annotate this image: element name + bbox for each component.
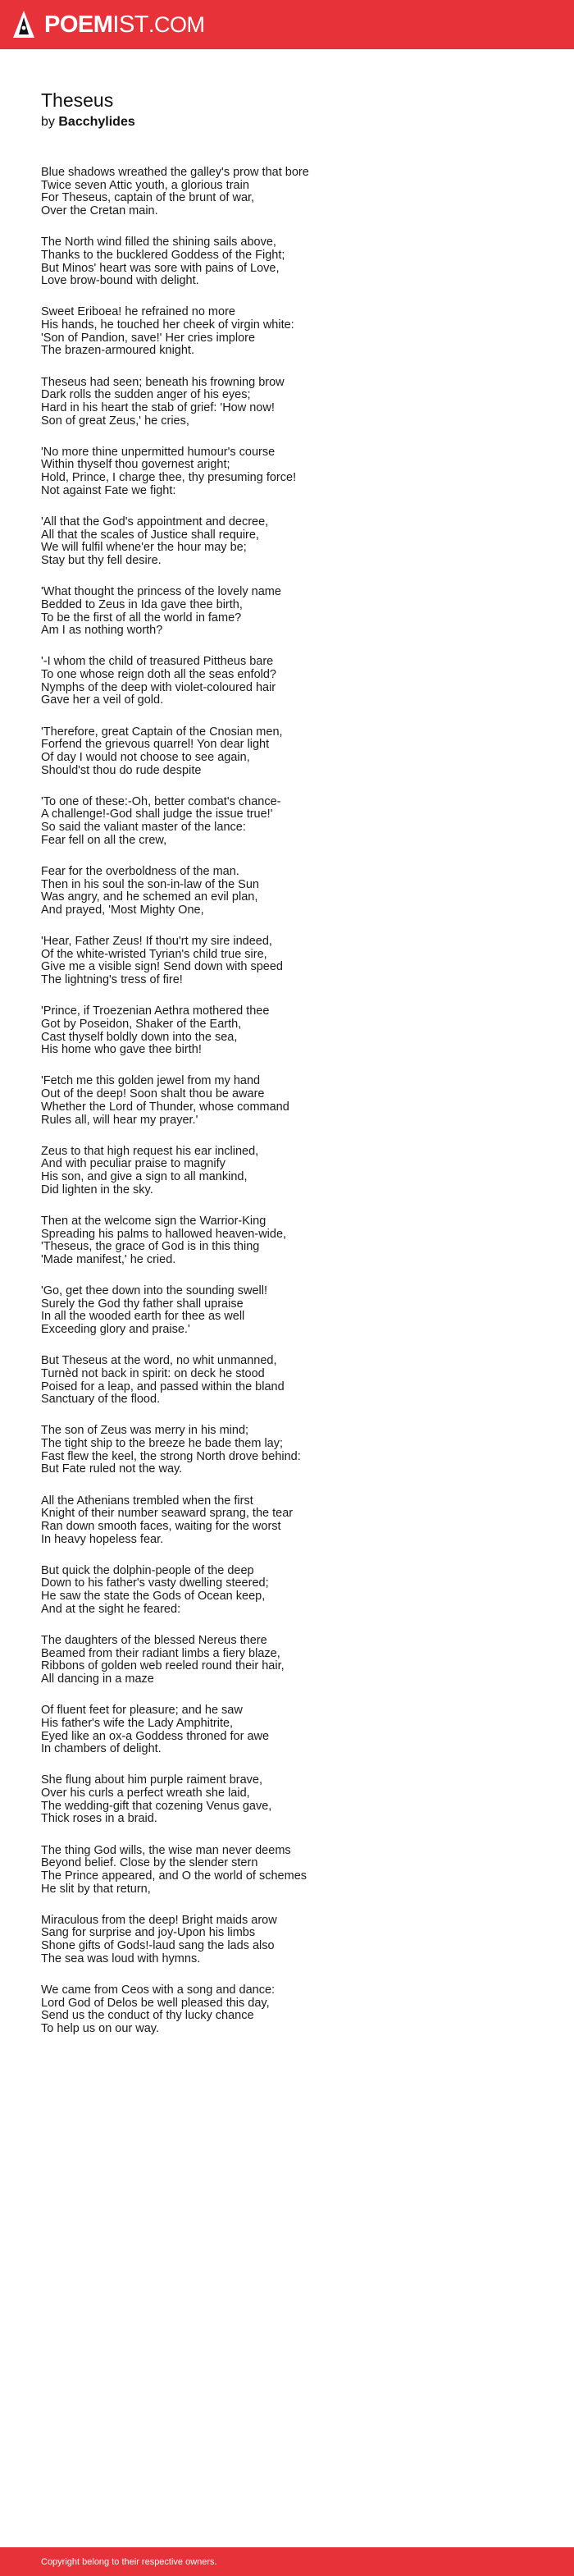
author-link[interactable]: Bacchylides [58, 115, 135, 129]
poem-stanza [41, 656, 533, 707]
poem-line: The thing God wills, the wise man never deems [41, 1843, 291, 1857]
logo-text-com: .COM [148, 12, 205, 37]
poem-stanza [41, 1845, 533, 1897]
poem-stanza [41, 1146, 533, 1197]
poem-line: Within thyself thou governest aright; [41, 458, 230, 472]
poem-title: Theseus [41, 89, 114, 111]
poem-line: Send us the conduct of thy lucky chance [41, 2009, 254, 2023]
poem-line: Rules all, will hear my prayer.' [41, 1113, 198, 1127]
poem-stanza [41, 377, 533, 428]
poem-line: His hands, he touched her cheek of virgin white: [41, 318, 294, 332]
poem-line: 'No more thine unpermitted humour's course [41, 445, 276, 459]
poem-line: And prayed, 'Most Mighty One, [41, 903, 204, 917]
logo-text-ist: IST [112, 11, 149, 38]
poem-line: The brazen-armoured knight. [41, 344, 194, 358]
poem-line: But quick the dolphin-people of the deep [41, 1563, 254, 1577]
poem-line: He slit by that return, [41, 1882, 151, 1896]
poem-line: Blue shadows wreathed the galley's prow that bore [41, 166, 309, 179]
poem-line: But Minos' heart was sore with pains of Love, [41, 261, 280, 275]
poem-line: Thanks to the bucklered Goddess of the Fight; [41, 248, 285, 262]
poem-line: Fear for the overboldness of the man. [41, 864, 239, 878]
poem-byline [41, 114, 533, 130]
site-footer [0, 2547, 574, 2576]
poem-line: We will fulfil whene'er the hour may be; [41, 541, 247, 555]
poem-line: Beyond belief. Close by the slender stern [41, 1856, 258, 1870]
poem-line: Sang for surprise and joy-Upon his limbs [41, 1926, 256, 1940]
byline-by-label: by [41, 115, 55, 129]
poem-stanza [41, 167, 533, 218]
poem-line: Fear fell on all the crew, [41, 833, 167, 847]
poem-body [41, 167, 533, 2036]
poem-line: The tight ship to the breeze he bade them lay; [41, 1437, 284, 1451]
poem-line: All the Athenians trembled when the first [41, 1494, 253, 1508]
poem-line: All that the scales of Justice shall require, [41, 528, 259, 542]
poem-line: The son of Zeus was merry in his mind; [41, 1424, 249, 1438]
poem-stanza [41, 866, 533, 917]
poem-line: The Prince appeared, and O the world of schemes [41, 1869, 308, 1883]
poem-line: Spreading his palms to hallowed heaven-wide, [41, 1227, 287, 1241]
poem-line: Love brow-bound with delight. [41, 274, 199, 288]
poem-line: 'Go, get thee down into the sounding swell! [41, 1284, 268, 1297]
poem-stanza [41, 1075, 533, 1127]
poem-line: Bedded to Zeus in Ida gave thee birth, [41, 597, 243, 611]
poem-line: Hard in his heart the stab of grief: 'How now! [41, 400, 275, 414]
poem-line: Ribbons of golden web reeled round their hair, [41, 1659, 285, 1673]
poem-line: Forfend the grievous quarrel! Yon dear light [41, 738, 270, 752]
poem-line: Cast thyself boldly down into the sea, [41, 1030, 238, 1044]
poem-stanza [41, 1704, 533, 1756]
poem-stanza [41, 796, 533, 848]
poem-stanza [41, 1285, 533, 1337]
poem-line: 'Fetch me this golden jewel from my hand [41, 1074, 261, 1088]
poem-line: 'All that the God's appointment and decree, [41, 515, 269, 528]
poem-line: Lord God of Delos be well pleased this day, [41, 1996, 270, 2010]
poem-line: 'Therefore, great Captain of the Cnosian men, [41, 725, 283, 739]
poem-line: Was angry, and he schemed an evil plan, [41, 890, 258, 904]
logo-text-poem: POEM [44, 11, 113, 38]
poem-line: And with peculiar praise to magnify [41, 1157, 226, 1171]
poem-line: His home who gave thee birth! [41, 1043, 202, 1057]
poem-line: Gave her a veil of gold. [41, 693, 164, 707]
poem-line: Over the Cretan main. [41, 204, 158, 218]
poem-line: But Theseus at the word, no whit unmanned, [41, 1354, 277, 1368]
poem-line: And at the sight he feared: [41, 1602, 181, 1616]
quill-pen-icon [11, 10, 36, 39]
poem-content [41, 89, 533, 2054]
poem-line: In all the wooded earth for thee as well [41, 1310, 245, 1324]
poem-line: Got by Poseidon, Shaker of the Earth, [41, 1017, 242, 1031]
poem-line: 'To one of these:-Oh, better combat's chance- [41, 794, 281, 808]
poem-line: The North wind filled the shining sails above, [41, 236, 276, 249]
poem-line: Whether the Lord of Thunder, whose command [41, 1100, 289, 1114]
poem-line: Over his curls a perfect wreath she laid, [41, 1787, 250, 1800]
poem-line: Not against Fate we fight: [41, 483, 176, 497]
poem-stanza [41, 1915, 533, 1966]
poem-line: 'Hear, Father Zeus! If thou'rt my sire indeed, [41, 935, 272, 949]
poem-stanza [41, 586, 533, 638]
poem-line: 'Prince, if Troezenian Aethra mothered thee [41, 1004, 270, 1018]
poem-line: But Fate ruled not the way. [41, 1462, 183, 1476]
poem-line: Out of the deep! Soon shalt thou be aware [41, 1087, 265, 1101]
poem-stanza [41, 1565, 533, 1617]
poem-line: In heavy hopeless fear. [41, 1532, 164, 1546]
poem-line: She flung about him purple raiment brave, [41, 1773, 263, 1787]
poem-line: All dancing in a maze [41, 1672, 154, 1686]
poem-line: 'Theseus, the grace of God is in this thing [41, 1240, 260, 1254]
poem-line: Of the white-wristed Tyrian's child true sire, [41, 947, 267, 961]
poem-line: Stay but thy fell desire. [41, 554, 162, 568]
poem-line: His father's wife the Lady Amphitrite, [41, 1716, 234, 1730]
poem-line: Surely the God thy father shall upraise [41, 1297, 244, 1311]
poem-line: Down to his father's vasty dwelling steered; [41, 1576, 269, 1590]
poem-line: Son of great Zeus,' he cries, [41, 414, 189, 428]
site-logo-text [44, 12, 205, 37]
poem-line: Beamed from their radiant limbs a fiery blaze, [41, 1646, 280, 1660]
poem-line: Should'st thou do rude despite [41, 763, 202, 777]
poem-line: Give me a visible sign! Send down with speed [41, 960, 283, 974]
poem-line: Knight of their number seaward sprang, the tear [41, 1507, 294, 1521]
poem-stanza [41, 726, 533, 778]
poem-line: Hold, Prince, I charge thee, thy presuming force! [41, 471, 297, 485]
poem-line: Then in his soul the son-in-law of the Sun [41, 877, 259, 891]
poem-stanza [41, 1425, 533, 1476]
poem-line: Did lighten in the sky. [41, 1183, 153, 1196]
poem-stanza [41, 1215, 533, 1267]
poem-line: So said the valiant master of the lance: [41, 821, 246, 835]
poem-line: Fast flew the keel, the strong North drove behind: [41, 1449, 301, 1463]
poem-line: '-I whom the child of treasured Pittheus bare [41, 655, 274, 669]
poem-line: Eyed like an ox-a Goddess throned for awe [41, 1729, 270, 1743]
poem-stanza [41, 306, 533, 358]
poem-stanza [41, 1635, 533, 1686]
poem-line: His son, and give a sign to all mankind, [41, 1170, 248, 1184]
copyright-text: Copyright belong to their respective owners. [41, 2556, 217, 2567]
poem-line: Theseus had seen; beneath his frowning brow [41, 375, 285, 389]
poem-line: Sweet Eriboea! he refrained no more [41, 305, 235, 319]
poem-stanza [41, 236, 533, 288]
poem-line: Thick roses in a braid. [41, 1812, 157, 1826]
poem-stanza [41, 1774, 533, 1826]
poem-line: Of day I would not choose to see again, [41, 750, 250, 764]
poem-line: Am I as nothing worth? [41, 624, 163, 638]
poem-line: Exceeding glory and praise.' [41, 1323, 190, 1337]
poem-line: The sea was loud with hymns. [41, 1951, 201, 1965]
poem-stanza [41, 1005, 533, 1057]
poem-line: Shone gifts of Gods!-laud sang the lads also [41, 1939, 275, 1953]
poem-line: Sanctuary of the flood. [41, 1393, 161, 1407]
poem-line: Of fluent feet for pleasure; and he saw [41, 1704, 243, 1718]
poem-line: Ran down smooth faces, waiting for the worst [41, 1519, 281, 1533]
poem-line: A challenge!-God shall judge the issue true!' [41, 808, 273, 821]
poem-line: To be the first of all the world in fame? [41, 611, 242, 625]
poem-line: He saw the state the Gods of Ocean keep, [41, 1590, 266, 1604]
poem-stanza [41, 1495, 533, 1547]
poem-line: Zeus to that high request his ear inclined, [41, 1144, 259, 1158]
poem-stanza [41, 1355, 533, 1407]
poem-line: Dark rolls the sudden anger of his eyes; [41, 388, 251, 402]
poem-line: Miraculous from the deep! Bright maids arow [41, 1913, 277, 1927]
poem-stanza [41, 446, 533, 498]
poem-line: Poised for a leap, and passed within the bland [41, 1380, 285, 1393]
poem-line: Nymphs of the deep with violet-coloured hair [41, 680, 276, 694]
poem-line: The daughters of the blessed Nereus there [41, 1633, 267, 1647]
poem-line: We came from Ceos with a song and dance: [41, 1983, 276, 1997]
poem-stanza [41, 936, 533, 987]
poem-line: To one whose reign doth all the seas enfold? [41, 668, 276, 682]
site-logo-link[interactable] [11, 10, 205, 39]
poem-line: Turnèd not back in spirit: on deck he stood [41, 1366, 265, 1380]
site-header [0, 0, 574, 49]
poem-stanza [41, 1984, 533, 2036]
poem-line: 'What thought the princess of the lovely name [41, 585, 281, 599]
poem-line: 'Made manifest,' he cried. [41, 1252, 176, 1266]
poem-line: Twice seven Attic youth, a glorious train [41, 178, 249, 192]
poem-stanza [41, 516, 533, 568]
poem-line: 'Son of Pandion, save!' Her cries implore [41, 331, 256, 345]
poem-line: In chambers of delight. [41, 1742, 162, 1756]
poem-line: For Theseus, captain of the brunt of war, [41, 191, 255, 205]
poem-line: Then at the welcome sign the Warrior-King [41, 1214, 266, 1228]
poem-line: The wedding-gift that cozening Venus gave, [41, 1799, 272, 1813]
poem-line: The lightning's tress of fire! [41, 973, 183, 987]
poem-line: To help us on our way. [41, 2021, 160, 2035]
